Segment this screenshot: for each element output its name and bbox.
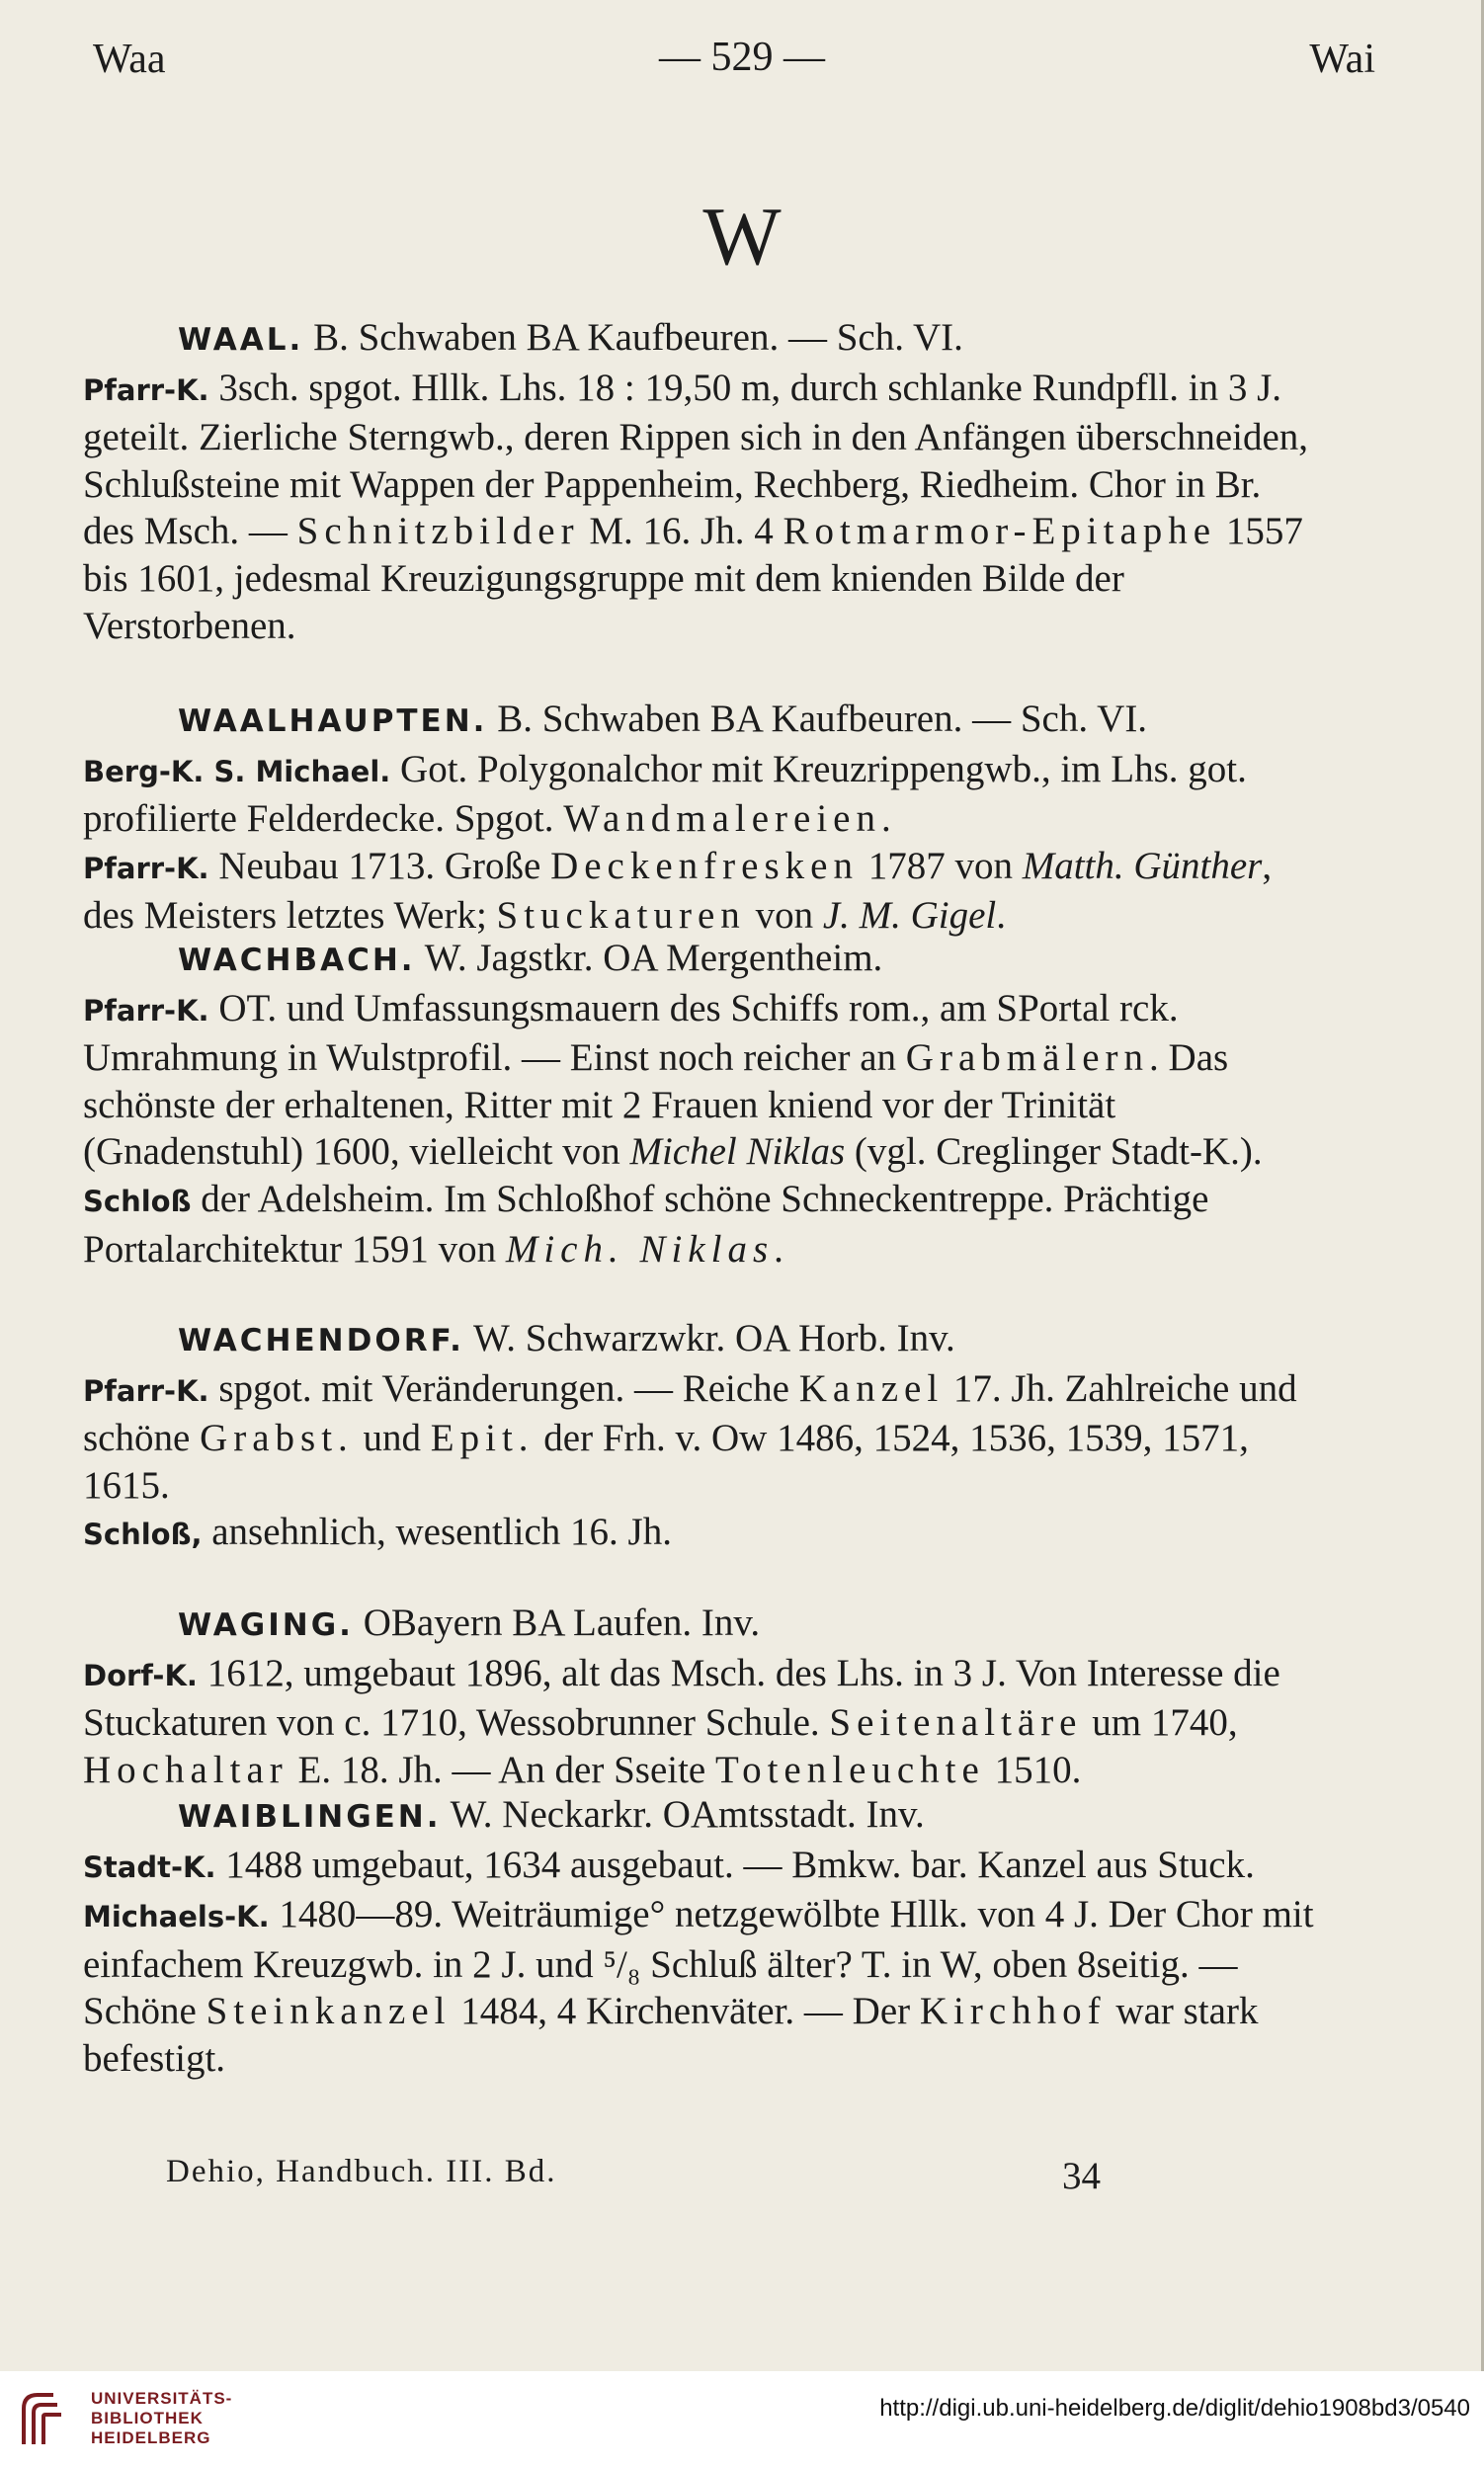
spaced-term: Schnitzbilder [296, 510, 580, 553]
paragraph-text: spgot. mit Veränderungen. — Reiche [208, 1366, 799, 1410]
paragraph-text: , des Meisters letztes Werk; [83, 844, 1273, 938]
entry-waging [83, 1600, 1322, 1793]
spaced-term: Steinkanzel [206, 1990, 452, 2033]
building-keyword: Schloß [83, 1184, 192, 1218]
artist-name: Michel Niklas [629, 1130, 846, 1174]
paragraph-text: E. 18. Jh. — An der Sseite [288, 1748, 715, 1791]
page-footer [0, 2154, 1484, 2213]
artist-name: J. M. Gigel [822, 894, 997, 938]
entry-paragraph [83, 365, 1322, 650]
entry-paragraph [83, 1891, 1322, 2082]
source-url-link[interactable]: http://digi.ub.uni-heidelberg.de/diglit/dehio1908bd3/0540 [879, 2395, 1470, 2422]
entry-heading [83, 1600, 1322, 1650]
spaced-term: Kirchhof [919, 1990, 1107, 2033]
place-info: B. Schwaben BA Kaufbeuren. — Sch. VI. [303, 316, 963, 359]
place-name: WAALHAUPTEN. [178, 703, 488, 739]
paragraph-text: der Adelsheim. Im Schloßhof schöne Schneckentreppe. Prächtige Portalarchitektur 1591 von [83, 1177, 1209, 1271]
paragraph-text: Got. Polygonalchor mit Kreuzrippengwb., im Lhs. got. profilierte Felderdecke. Spgot. [83, 747, 1247, 841]
paragraph-text: ansehnlich, wesentlich 16. Jh. [202, 1511, 672, 1554]
paragraph-text: 3sch. spgot. Hllk. Lhs. 18 : 19,50 m, durch schlanke Rundpfll. in 3 J. geteilt. Zierliche Sterngwb., deren Rippen sich in den Anfängen überschneiden, Schlußsteine mit Wappen der Pappenheim, Rechberg, Riedheim. Chor in Br. des Msch. — [83, 366, 1309, 553]
building-keyword: Pfarr-K. [83, 372, 209, 407]
entry-paragraph [83, 1365, 1322, 1510]
entry-heading [83, 314, 1322, 365]
building-keyword: Dorf-K. [83, 1658, 198, 1692]
spaced-term: Stuckaturen [496, 894, 746, 938]
building-keyword: Stadt-K. [83, 1850, 216, 1884]
place-name: WACHBACH. [178, 943, 416, 978]
entry-wachbach [83, 935, 1322, 1273]
paragraph-text: 1612, umgebaut 1896, alt das Msch. des Lhs. in 3 J. Von Interesse die Stuckaturen von c. 1710, Wessobrunner Schule. [83, 1651, 1280, 1745]
place-info: W. Schwarzwkr. OA Horb. Inv. [463, 1317, 955, 1359]
paragraph-text: OT. und Umfassungsmauern des Schiffs rom., am SPortal rck. Umrahmung in Wulstprofil. — Einst noch reicher an [83, 986, 1179, 1080]
building-keyword: Berg-K. S. Michael. [83, 754, 391, 788]
library-name [91, 2389, 232, 2448]
library-logo-icon [14, 2387, 79, 2452]
entry-heading [83, 1791, 1322, 1842]
building-keyword: Pfarr-K. [83, 851, 209, 885]
entry-paragraph [83, 985, 1322, 1176]
signature-number: 34 [1062, 2155, 1101, 2197]
place-info: W. Neckarkr. OAmtsstadt. Inv. [441, 1793, 925, 1836]
paragraph-text: und [353, 1417, 431, 1460]
paragraph-text: 1557 bis 1601, jedesmal Kreuzigungsgruppe mit dem knienden Bilde der Verstorbenen. [83, 510, 1303, 647]
paragraph-text: (vgl. Creglinger Stadt-K.). [845, 1130, 1263, 1174]
place-info: OBayern BA Laufen. Inv. [353, 1602, 761, 1644]
running-head-right: Wai [1309, 37, 1375, 82]
paragraph-text: . Das schönste der erhaltenen, Ritter mit 2 Frauen kniend vor der Trinität (Gnadenstuhl) 1600, vielleicht von [83, 1036, 1229, 1174]
entry-paragraph [83, 1650, 1322, 1794]
spaced-term: Kanzel [798, 1366, 945, 1410]
place-name: WAIBLINGEN. [178, 1799, 442, 1835]
building-keyword: Michaels-K. [83, 1900, 270, 1934]
spaced-term: Deckenfresken [550, 844, 859, 887]
paragraph-text: 1787 von [858, 844, 1023, 887]
entry-waiblingen [83, 1791, 1322, 2083]
entry-waalhaupten [83, 696, 1322, 940]
entry-wachendorf [83, 1315, 1322, 1559]
artist-name: Matth. Günther [1022, 844, 1263, 887]
spaced-term: Epit. [430, 1417, 535, 1460]
artist-name: Mich. Niklas [505, 1227, 775, 1271]
place-info: B. Schwaben BA Kaufbeuren. — Sch. VI. [487, 698, 1148, 740]
paragraph-text: 1488 umgebaut, 1634 ausgebaut. — Bmkw. bar. Kanzel aus Stuck. [215, 1843, 1255, 1886]
page-number: — 529 — [659, 35, 825, 80]
library-name-line: HEIDELBERG [91, 2428, 211, 2447]
place-info: W. Jagstkr. OA Mergentheim. [415, 937, 883, 979]
spaced-term: Rotmarmor-Epitaphe [783, 510, 1217, 553]
entry-paragraph [83, 1842, 1322, 1892]
spaced-term: Hochaltar [83, 1748, 289, 1791]
paragraph-text: 1480—89. Weiträumige° netzgewölbte Hllk. von 4 J. Der Chor mit einfachem Kreuzgwb. in 2 J. und ⁵/₈ Schluß älter? T. in W, oben 8seitig. — Schöne [83, 1893, 1314, 2033]
building-keyword: Pfarr-K. [83, 1373, 209, 1408]
entry-heading [83, 935, 1322, 985]
running-head-left: Waa [93, 37, 166, 82]
section-letter: W [702, 191, 782, 283]
spaced-term: Totenleuchte [714, 1748, 985, 1791]
spaced-term: Grabst. [200, 1417, 354, 1460]
entry-heading [83, 1315, 1322, 1365]
spaced-term: Grabmälern [905, 1036, 1150, 1080]
library-name-line: BIBLIOTHEK [91, 2409, 204, 2427]
paragraph-text: war stark befestigt. [83, 1990, 1259, 2080]
paragraph-text: 1484, 4 Kirchenväter. — Der [451, 1990, 920, 2033]
place-name: WAAL. [178, 322, 304, 358]
entry-paragraph [83, 1176, 1322, 1273]
paragraph-text: der Frh. v. Ow 1486, 1524, 1536, 1539, 1571, 1615. [83, 1417, 1249, 1507]
entry-paragraph [83, 1509, 1322, 1559]
paragraph-text: . [774, 1227, 783, 1271]
paragraph-text: Neubau 1713. Große [208, 844, 551, 887]
building-keyword: Pfarr-K. [83, 993, 209, 1028]
paragraph-text: von [745, 894, 823, 938]
building-keyword: Schloß, [83, 1518, 203, 1552]
entry-waal [83, 314, 1322, 649]
paragraph-text: M. 16. Jh. 4 [579, 510, 783, 553]
entry-paragraph [83, 843, 1322, 940]
paragraph-text: . [881, 797, 891, 841]
paragraph-text: 1510. [984, 1748, 1082, 1791]
spaced-term: Wandmalereien [563, 797, 881, 841]
footer-signature: Dehio, Handbuch. III. Bd. [166, 2154, 557, 2189]
library-name-line: UNIVERSITÄTS- [91, 2389, 233, 2408]
place-name: WACHENDORF. [178, 1323, 464, 1358]
paragraph-text: um 1740, [1082, 1701, 1238, 1745]
entry-paragraph [83, 746, 1322, 843]
spaced-term: Seitenaltäre [829, 1701, 1083, 1745]
paragraph-text: 17. Jh. Zahlreiche und schöne [83, 1366, 1297, 1460]
library-footer-strip [0, 2371, 1484, 2467]
paragraph-text: . [996, 894, 1007, 938]
place-name: WAGING. [178, 1607, 354, 1643]
entry-heading [83, 696, 1322, 746]
